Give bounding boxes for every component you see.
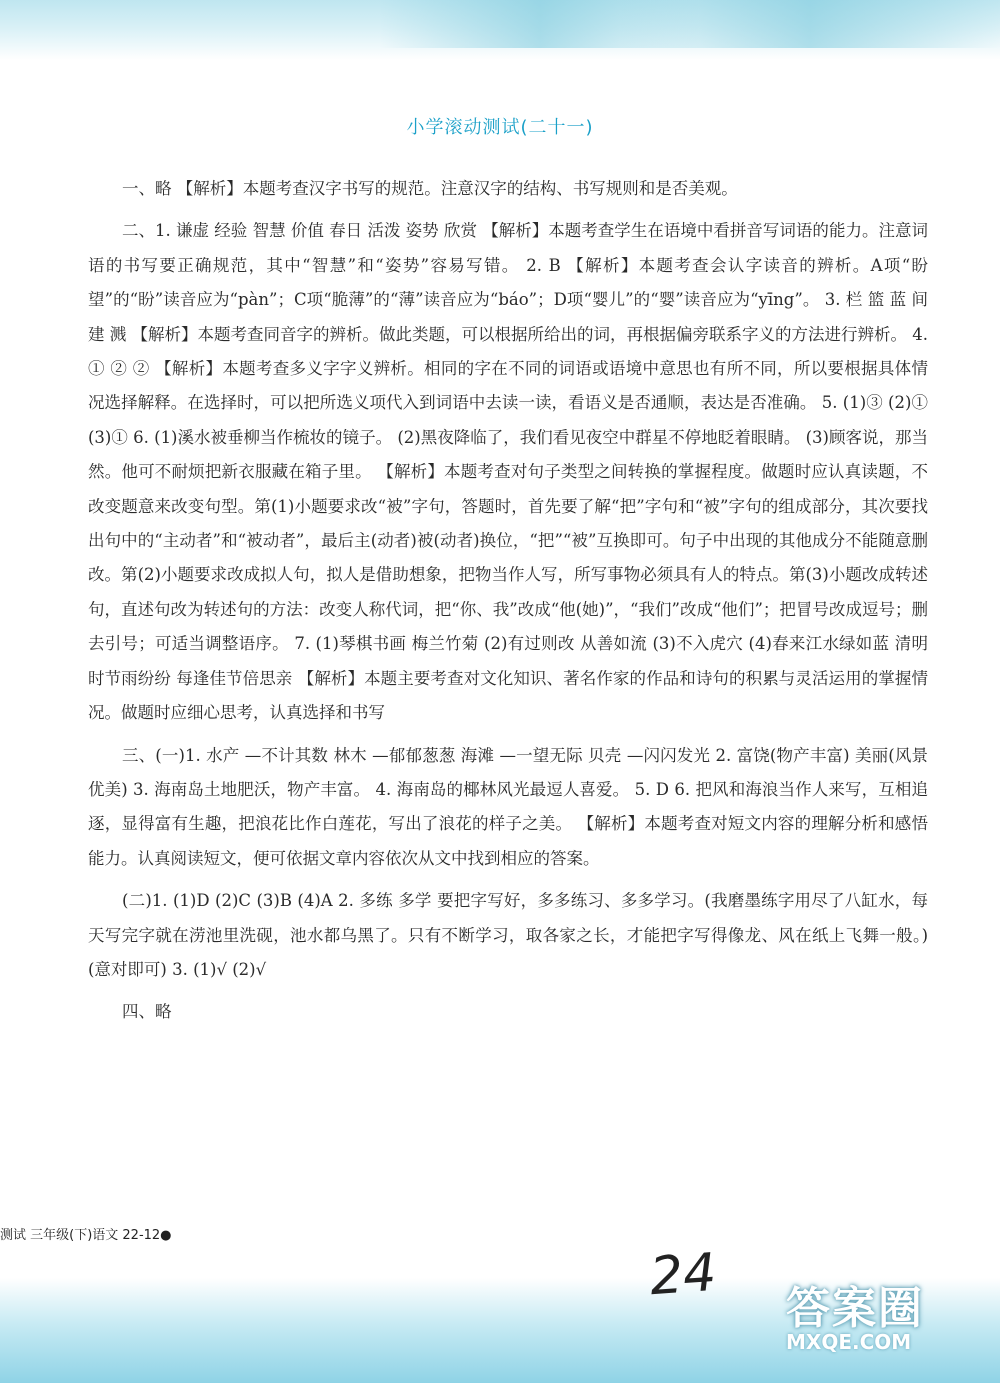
answer-section-4: 四、略 bbox=[122, 1002, 172, 1022]
page-title: 小学滚动测试(二十一) bbox=[406, 117, 594, 138]
answer-section-1: 一、略 【解析】本题考查汉字书写的规范。注意汉字的结构、书写规则和是否美观。 bbox=[122, 179, 738, 198]
site-watermark bbox=[786, 1272, 986, 1360]
answer-section-3: 三、(一)1. 水产 —不计其数 林木 —郁郁葱葱 海滩 —一望无际 贝壳 —闪闪发光 2. 富饶(物产丰富) 美丽(风景优美) 3. 海南岛土地肥沃，物产丰富。 4. 海南岛的椰林风光最逗人喜爱。 5. D 6. 把风和海浪当作人来写，互相追逐，显得富有生趣，把浪花比作白莲花，写出了浪花的样子之美。 【解析】本题考查对短文内容的理解分析和感悟能力。认真阅读短文，便可依据文章内容依次从文中找到相应的答案。 bbox=[88, 745, 928, 868]
answer-content bbox=[88, 172, 928, 1030]
page-footer: 测试 三年级(下)语文 22-12● bbox=[0, 1228, 172, 1243]
top-decorative-band bbox=[0, 0, 1000, 60]
watermark-logo-text: 答案圈 bbox=[786, 1283, 924, 1334]
handwritten-page-number: 24 bbox=[647, 1242, 719, 1308]
answer-section-3-part-2: (二)1. (1)D (2)C (3)B (4)A 2. 多练 多学 要把字写好，多多练习、多多学习。(我磨墨练字用尽了八缸水，每天写完字就在涝池里洗砚，池水都乌黑了。只有不断学习，取各家之长，才能把字写得像龙、风在纸上飞舞一般。)(意对即可) 3. (1)√ (2)√ bbox=[88, 891, 928, 979]
watermark-url: MXQE.COM bbox=[786, 1330, 912, 1354]
answer-section-2: 二、1. 谦虚 经验 智慧 价值 春日 活泼 姿势 欣赏 【解析】本题考查学生在语境中看拼音写词语的能力。注意词语的书写要正确规范，其中“智慧”和“姿势”容易写错。 2. B 【解析】本题考查会认字读音的辨析。A项“盼望”的“盼”读音应为“pàn”；C项“脆薄”的“薄”读音应为“báo”；D项“婴儿”的“婴”读音应为“yīng”。 3. 栏 篮 蓝 间 建 溅 【解析】本题考查同音字的辨析。做此类题，可以根据所给出的词，再根据偏旁联系字义的方法进行辨析。 4. ① ② ② 【解析】本题考查多义字字义辨析。相同的字在不同的词语或语境中意思也有所不同，所以要根据具体情况选择解释。在选择时，可以把所选义项代入到词语中去读一读，看语义是否通顺，表达是否准确。 5. (1)③ (2)① (3)① 6. (1)溪水被垂柳当作梳妆的镜子。 (2)黑夜降临了，我们看见夜空中群星不停地眨着眼睛。 (3)顾客说，那当然。他可不耐烦把新衣服藏在箱子里。 【解析】本题考查对句子类型之间转换的掌握程度。做题时应认真读题，不改变题意来改变句型。第(1)小题要求改“被”字句，答题时，首先要了解“把”字句和“被”字句的组成部分，其次要找出句中的“主动者”和“被动者”，最后主(动者)被(动者)换位，“把”“被”互换即可。句子中出现的其他成分不能随意删改。第(2)小题要求改成拟人句，拟人是借助想象，把物当作人写，所写事物必须具有人的特点。第(3)小题改成转述句，直述句改为转述句的方法：改变人称代词，把“你、我”改成“他(她)”，“我们”改成“他们”；把冒号改成逗号；删去引号；可适当调整语序。 7. (1)琴棋书画 梅兰竹菊 (2)有过则改 从善如流 (3)不入虎穴 (4)春来江水绿如蓝 清明时节雨纷纷 每逢佳节倍思亲 【解析】本题主要考查对文化知识、著名作家的作品和诗句的积累与灵活运用的掌握情况。做题时应细心思考，认真选择和书写 bbox=[88, 221, 928, 723]
band-streak bbox=[620, 0, 1000, 48]
